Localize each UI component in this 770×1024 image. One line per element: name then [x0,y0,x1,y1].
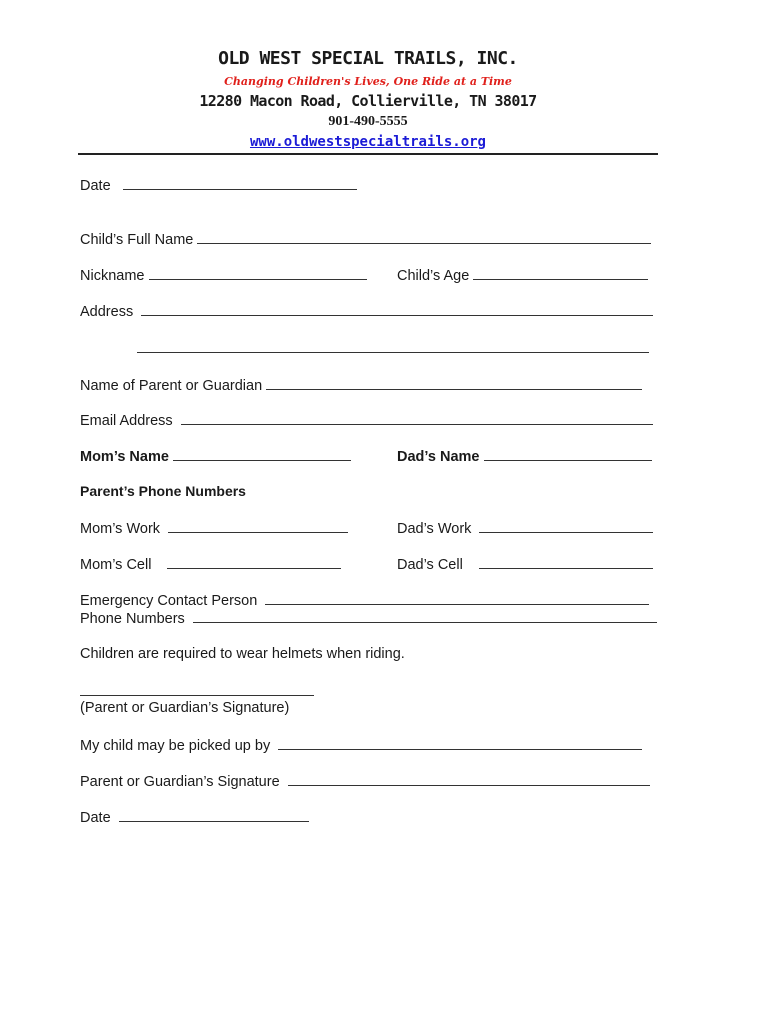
date-field-row [80,175,357,195]
date2-label: Date [80,810,111,826]
date-input-line[interactable] [123,175,357,190]
emergency-contact-label: Emergency Contact Person [80,593,258,609]
child-full-name-label: Child’s Full Name [80,232,194,248]
mom-cell-row [80,554,341,574]
dad-work-label: Dad’s Work [397,521,472,537]
mom-work-row [80,518,348,538]
address-label: Address [80,304,134,320]
emergency-phone-row [80,608,657,628]
dad-cell-row [397,554,653,574]
organization-address: 12280 Macon Road, Collierville, TN 38017 [199,92,537,110]
mom-work-label: Mom’s Work [80,521,161,537]
date2-row [80,807,309,827]
website-link[interactable]: www.oldwestspecialtrails.org [249,134,486,150]
address-input-line-1[interactable] [141,301,653,316]
dad-cell-input-line[interactable] [479,554,653,569]
nickname-row [80,265,367,285]
emergency-contact-row [80,590,649,610]
helmet-notice: Children are required to wear helmets when riding. [80,646,405,662]
nickname-input-line[interactable] [149,265,367,280]
pickup-row [80,735,642,755]
child-age-row [397,265,648,285]
emergency-phone-label: Phone Numbers [80,611,185,627]
child-age-input-line[interactable] [473,265,648,280]
organization-title: OLD WEST SPECIAL TRAILS, INC. [218,48,518,69]
dad-work-input-line[interactable] [479,518,653,533]
emergency-phone-input-line[interactable] [193,608,657,623]
address-row [80,301,653,321]
signature-input-line[interactable] [80,681,314,696]
pickup-label: My child may be picked up by [80,738,271,754]
dad-name-input-line[interactable] [484,446,652,461]
emergency-contact-input-line[interactable] [265,590,649,605]
header-divider [78,153,658,155]
dad-name-label: Dad’s Name [397,449,480,465]
organization-phone: 901-490-5555 [328,114,408,129]
email-label: Email Address [80,413,173,429]
date-label: Date [80,178,111,194]
parent-name-row [80,375,642,395]
signature-caption: (Parent or Guardian’s Signature) [80,700,290,716]
address-input-line-2[interactable] [137,338,649,353]
mom-cell-label: Mom’s Cell [80,557,152,573]
signature-line-row [80,681,314,701]
guardian-signature-row [80,771,650,791]
pickup-input-line[interactable] [278,735,642,750]
guardian-signature-label: Parent or Guardian’s Signature [80,774,280,790]
mom-name-label: Mom’s Name [80,449,169,465]
mom-name-input-line[interactable] [173,446,351,461]
email-input-line[interactable] [181,410,653,425]
phone-numbers-heading: Parent’s Phone Numbers [80,483,246,499]
date2-input-line[interactable] [119,807,309,822]
parent-name-label: Name of Parent or Guardian [80,378,263,394]
mom-name-row [80,446,351,466]
guardian-signature-input-line[interactable] [288,771,650,786]
address-line-2-row [137,338,649,358]
nickname-label: Nickname [80,268,145,284]
dad-work-row [397,518,653,538]
parent-name-input-line[interactable] [266,375,642,390]
mom-cell-input-line[interactable] [167,554,341,569]
child-age-label: Child’s Age [397,268,470,284]
mom-work-input-line[interactable] [168,518,348,533]
tagline: Changing Children's Lives, One Ride at a Time [224,75,512,88]
dad-cell-label: Dad’s Cell [397,557,463,573]
child-full-name-input-line[interactable] [197,229,651,244]
dad-name-row [397,446,652,466]
email-row [80,410,653,430]
child-full-name-row [80,229,651,249]
